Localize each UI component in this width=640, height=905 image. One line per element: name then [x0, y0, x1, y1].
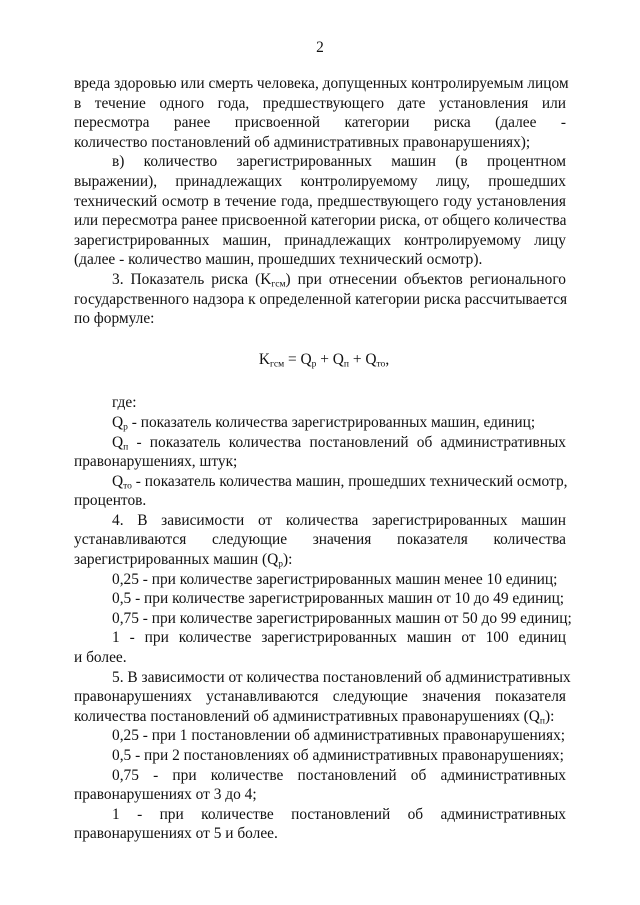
item-4-value: 0,5 - при количестве зарегистрированных машин от 10 до 49 единиц;	[112, 590, 565, 608]
subscript: р	[278, 558, 283, 570]
item-4-value: 0,75 - при количестве зарегистрированных машин от 50 до 99 единиц;	[112, 609, 572, 627]
paragraph-line: вреда здоровью или смерть человека, допущенных контролируемым лицом	[74, 75, 569, 92]
text-fragment: зарегистрированных машин (Q	[74, 551, 279, 569]
subscript: п	[123, 440, 129, 452]
subscript: п	[539, 715, 546, 727]
item-5-value: 1 - при количестве постановлений об административных	[112, 805, 566, 823]
subscript: р	[123, 421, 128, 433]
subscript: гсм	[269, 358, 285, 370]
text-fragment: ):	[282, 551, 293, 569]
definition-qto-cont: процентов.	[74, 492, 147, 510]
document-body	[74, 74, 572, 844]
definition-text: - показатель количества постановлений об административных	[128, 433, 566, 451]
definition-qp: $Q_р$ - показатель количества зарегистрированных машин, единиц;	[112, 413, 536, 433]
item-5-value-cont: правонарушениях от 3 до 4;	[74, 786, 257, 804]
definition-text: - показатель количества машин, прошедших технический осмотр,	[131, 472, 568, 490]
text-fragment: ):	[545, 707, 555, 725]
paragraph-line: или пересмотра ранее присвоенной категории риска, от общего количества	[74, 212, 567, 230]
paragraph-line: количество постановлений об административных правонарушениях);	[74, 133, 531, 151]
paragraph-line: в течение одного года, предшествующего дате установления или	[74, 94, 566, 112]
item-5-line: правонарушениях устанавливаются следующие значения показателя	[74, 688, 566, 706]
page-number: 2	[316, 39, 324, 56]
subscript: то	[376, 358, 386, 370]
definition-text: - показатель количества зарегистрированных машин, единиц;	[127, 413, 536, 431]
subscript: то	[123, 480, 132, 492]
paragraph-line: выражении), принадлежащих контролируемому лицу, прошедших	[74, 172, 566, 190]
item-5-line: 5. В зависимости от количества постановлений об административных	[112, 668, 571, 686]
formula-part: K	[258, 350, 270, 368]
formula-part: + Q	[349, 350, 377, 368]
text-fragment: количества постановлений об административных правонарушениях (Q	[74, 707, 540, 725]
item-4-line: устанавливаются следующие значения показателя количества	[74, 531, 566, 549]
item-5-value: 0,75 - при количестве постановлений об административных	[112, 766, 566, 784]
item-5-value-cont: правонарушениях от 5 и более.	[74, 825, 278, 843]
definition-qto: $Q_{то}$ - показатель количества машин, прошедших технический осмотр,	[112, 472, 568, 492]
paragraph-line: (далее - количество машин, прошедших технический осмотр).	[74, 251, 483, 269]
text-fragment: ) при отнесении объектов регионального	[285, 270, 566, 288]
paragraph-3-line: государственного надзора к определенной категории риска рассчитывается	[74, 290, 568, 308]
formula-part: ,	[385, 350, 390, 368]
item-4-value: 1 - при количестве зарегистрированных машин от 100 единиц	[112, 629, 566, 647]
subscript: гсм	[271, 278, 286, 290]
item-4-line	[74, 550, 566, 570]
item-5-value: 0,5 - при 2 постановлениях об административных правонарушениях;	[112, 747, 564, 764]
item-4-value: 0,25 - при количестве зарегистрированных машин менее 10 единиц;	[112, 570, 558, 588]
subscript: п	[343, 358, 349, 370]
risk-formula	[74, 350, 566, 370]
item-4-value-cont: и более.	[74, 649, 127, 667]
paragraph-line: пересмотра ранее присвоенной категории риска (далее -	[74, 114, 566, 132]
paragraph-3-line: по формуле:	[74, 310, 155, 328]
definition-qn: $Q_п$ - показатель количества постановлений об административных	[112, 433, 566, 452]
item-5-value: 0,25 - при 1 постановлении об административных правонарушениях;	[112, 727, 566, 745]
text-fragment: 3. Показатель риска (K	[112, 270, 272, 288]
where-label: где:	[112, 394, 137, 412]
definition-qn-cont: правонарушениях, штук;	[74, 453, 238, 471]
formula-part: = Q	[284, 350, 312, 368]
paragraph-line: в) количество зарегистрированных машин (в процентном	[112, 153, 566, 171]
item-5-line	[74, 707, 566, 727]
paragraph-line: зарегистрированных машин, принадлежащих контролируемому лицу	[74, 231, 566, 249]
subscript: р	[311, 358, 317, 370]
formula-part: + Q	[316, 350, 344, 368]
paragraph-block-1	[74, 74, 569, 270]
paragraph-line: технический осмотр в течение года, предшествующего году установления	[74, 192, 566, 210]
paragraph-3-line	[74, 270, 566, 290]
item-4-line: 4. В зависимости от количества зарегистрированных машин	[112, 511, 566, 529]
